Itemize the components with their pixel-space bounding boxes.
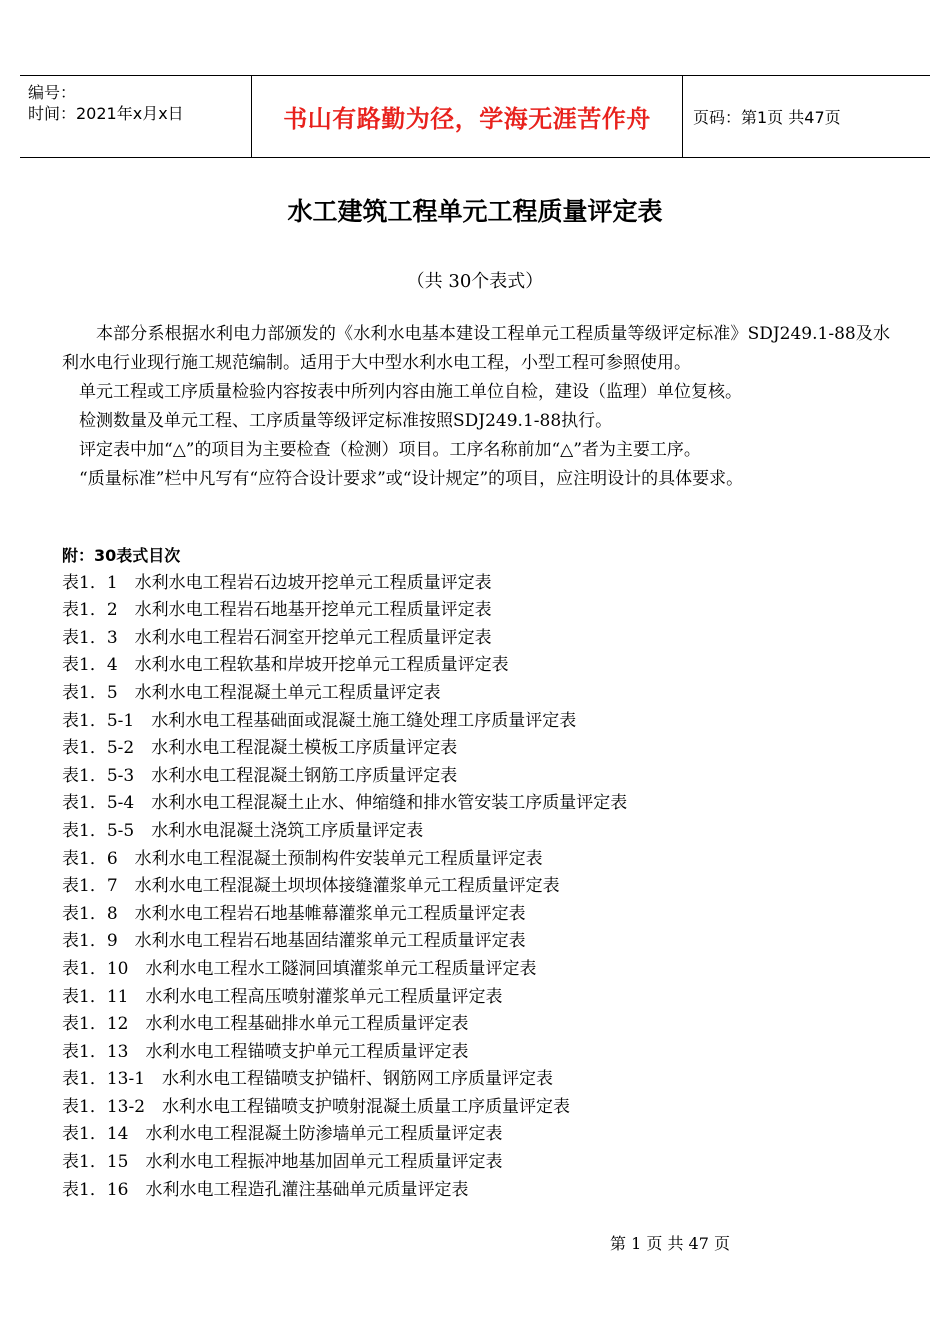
toc-item	[62, 901, 892, 929]
intro-section	[62, 320, 890, 494]
page-title: 水工建筑工程单元工程质量评定表	[287, 197, 663, 226]
toc-item-title: 水利水电工程混凝土防渗墙单元工程质量评定表	[145, 1124, 503, 1145]
toc-item-title: 水利水电工程混凝土钢筋工序质量评定表	[151, 765, 458, 786]
toc-item-number: 表1．1	[62, 572, 135, 593]
toc-item-title: 水利水电工程混凝土单元工程质量评定表	[134, 682, 441, 703]
toc-item-title: 水利水电工程高压喷射灌浆单元工程质量评定表	[145, 986, 503, 1007]
page-subtitle: （共 30个表式）	[406, 271, 544, 292]
toc-item-number: 表1．13-1	[62, 1069, 163, 1090]
toc-item	[62, 625, 892, 653]
toc-item	[62, 570, 892, 598]
toc-item-title: 水利水电工程基础面或混凝土施工缝处理工序质量评定表	[151, 710, 577, 731]
motto-text: 书山有路勤为径，学海无涯苦作舟	[283, 105, 651, 133]
toc-item-number: 表1．6	[62, 848, 135, 869]
toc-item	[62, 763, 892, 791]
toc-item-title: 水利水电混凝土浇筑工序质量评定表	[151, 820, 424, 841]
toc-item	[62, 1039, 892, 1067]
document-number-label: 编号：	[28, 83, 77, 102]
toc-item-number: 表1．10	[62, 958, 146, 979]
toc-item	[62, 1149, 892, 1177]
toc-item	[62, 956, 892, 984]
toc-item-title: 水利水电工程混凝土止水、伸缩缝和排水管安装工序质量评定表	[151, 793, 628, 814]
toc-item-title: 水利水电工程岩石边坡开挖单元工程质量评定表	[134, 572, 492, 593]
toc-item-title: 水利水电工程岩石地基固结灌浆单元工程质量评定表	[134, 931, 526, 952]
toc-item-title: 水利水电工程锚喷支护喷射混凝土质量工序质量评定表	[162, 1096, 571, 1117]
toc-item	[62, 818, 892, 846]
toc-item-number: 表1．3	[62, 627, 135, 648]
toc-item-number: 表1．9	[62, 931, 135, 952]
toc-item	[62, 873, 892, 901]
intro-paragraph: 检测数量及单元工程、工序质量等级评定标准按照SDJ249.1-88执行。	[79, 411, 613, 431]
header-meta-cell	[20, 76, 252, 157]
toc-item-title: 水利水电工程混凝土预制构件安装单元工程质量评定表	[134, 848, 543, 869]
page-header	[20, 75, 930, 158]
toc-item-number: 表1．5-3	[62, 765, 152, 786]
intro-paragraph: “质量标准”栏中凡写有“应符合设计要求”或“设计规定”的项目，应注明设计的具体要求。	[79, 469, 744, 489]
document-time-label: 时间：2021年x月x日	[28, 104, 184, 123]
toc-item	[62, 1066, 892, 1094]
header-page-cell	[683, 76, 930, 157]
toc-item-title: 水利水电工程岩石洞室开挖单元工程质量评定表	[134, 627, 492, 648]
toc-item-number: 表1．5-2	[62, 738, 152, 759]
intro-paragraph: 本部分系根据水利电力部颁发的《水利水电基本建设工程单元工程质量等级评定标准》SDJ249.1-88及水利水电行业现行施工规范编制。适用于大中型水利水电工程，小型工程可参照使用。	[62, 324, 890, 373]
toc-item-title: 水利水电工程混凝土模板工序质量评定表	[151, 738, 458, 759]
toc-item	[62, 984, 892, 1012]
intro-paragraph: 单元工程或工序质量检验内容按表中所列内容由施工单位自检，建设（监理）单位复核。	[79, 382, 742, 402]
page-footer: 第 1 页 共 47 页	[610, 1234, 730, 1253]
toc-item-title: 水利水电工程基础排水单元工程质量评定表	[145, 1014, 469, 1035]
toc-item-number: 表1．13-2	[62, 1096, 163, 1117]
toc-item	[62, 928, 892, 956]
toc-item-title: 水利水电工程锚喷支护单元工程质量评定表	[145, 1041, 469, 1062]
toc-item-title: 水利水电工程振冲地基加固单元工程质量评定表	[145, 1152, 503, 1173]
toc-item-number: 表1．5-4	[62, 793, 152, 814]
toc-item	[62, 735, 892, 763]
toc-item-number: 表1．5-1	[62, 710, 152, 731]
toc-item	[62, 790, 892, 818]
toc-item-number: 表1．14	[62, 1124, 146, 1145]
toc-item-number: 表1．12	[62, 1014, 146, 1035]
toc-item-number: 表1．13	[62, 1041, 146, 1062]
toc-item	[62, 708, 892, 736]
header-motto-cell	[252, 76, 683, 157]
toc-item-number: 表1．4	[62, 655, 135, 676]
toc-item-title: 水利水电工程岩石地基开挖单元工程质量评定表	[134, 600, 492, 621]
page-info: 页码：第1页 共47页	[693, 108, 841, 127]
toc-item-title: 水利水电工程软基和岸坡开挖单元工程质量评定表	[134, 655, 509, 676]
toc-item-title: 水利水电工程水工隧洞回填灌浆单元工程质量评定表	[145, 958, 537, 979]
toc-item-title: 水利水电工程造孔灌注基础单元质量评定表	[145, 1179, 469, 1200]
toc-heading: 附：30表式目次	[62, 546, 181, 565]
toc-item-number: 表1．15	[62, 1152, 146, 1173]
toc-item-title: 水利水电工程锚喷支护锚杆、钢筋网工序质量评定表	[162, 1069, 554, 1090]
toc-item	[62, 1094, 892, 1122]
table-of-contents	[62, 542, 892, 1204]
toc-item-title: 水利水电工程岩石地基帷幕灌浆单元工程质量评定表	[134, 903, 526, 924]
toc-item-number: 表1．11	[62, 986, 146, 1007]
toc-item-number: 表1．5	[62, 682, 135, 703]
toc-item	[62, 1177, 892, 1205]
toc-item-number: 表1．2	[62, 600, 135, 621]
toc-item	[62, 680, 892, 708]
toc-item-number: 表1．16	[62, 1179, 146, 1200]
intro-paragraph: 评定表中加“△”的项目为主要检查（检测）项目。工序名称前加“△”者为主要工序。	[79, 440, 701, 460]
toc-item-number: 表1．5-5	[62, 820, 152, 841]
toc-item	[62, 846, 892, 874]
toc-item	[62, 1121, 892, 1149]
toc-item	[62, 597, 892, 625]
toc-item-number: 表1．8	[62, 903, 135, 924]
toc-item	[62, 1011, 892, 1039]
toc-item-title: 水利水电工程混凝土坝坝体接缝灌浆单元工程质量评定表	[134, 876, 560, 897]
toc-item-number: 表1．7	[62, 876, 135, 897]
toc-item	[62, 652, 892, 680]
